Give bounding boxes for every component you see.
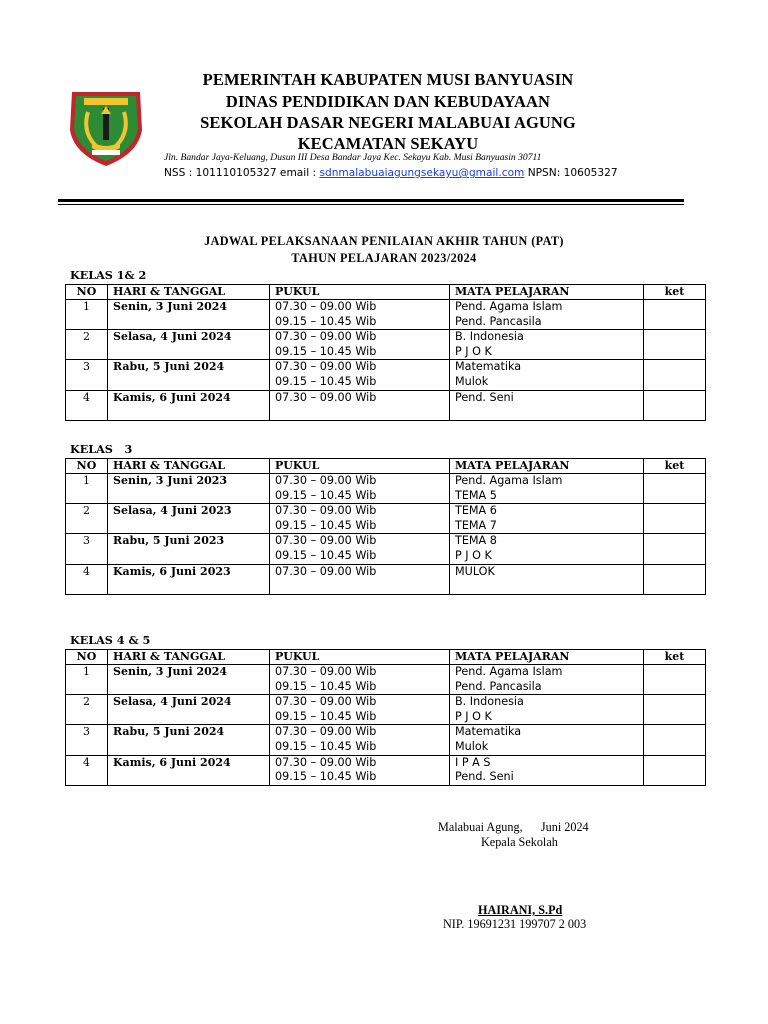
time-slot: 07.30 – 09.00 Wib: [275, 360, 377, 374]
letterhead-line-1: PEMERINTAH KABUPATEN MUSI BANYUASIN: [202, 70, 574, 89]
time-cell: [270, 755, 450, 785]
regency-emblem-logo: [62, 84, 150, 168]
time-cell: [270, 390, 450, 420]
time-slot: 07.30 – 09.00 Wib: [275, 330, 377, 344]
header-day: HARI & TANGGAL: [108, 285, 270, 300]
subject-name: P J O K: [455, 709, 492, 723]
subject-name: TEMA 8: [455, 534, 497, 548]
subject-name: P J O K: [455, 548, 492, 562]
time-cell: [270, 474, 450, 504]
time-slot: 07.30 – 09.00 Wib: [275, 300, 377, 313]
note-cell: [644, 665, 706, 695]
schedule-table: [65, 458, 706, 595]
document-title: JADWAL PELAKSANAAN PENILAIAN AKHIR TAHUN (PAT): [204, 234, 564, 248]
row-number: 3: [66, 725, 108, 755]
subject-cell: [450, 695, 644, 725]
subject-cell: [450, 534, 644, 564]
time-slot: 09.15 – 10.45 Wib: [275, 548, 377, 562]
time-cell: [270, 665, 450, 695]
table-row: [66, 564, 706, 594]
subject-cell: [450, 390, 644, 420]
note-cell: [644, 564, 706, 594]
subject-name: TEMA 5: [455, 488, 497, 502]
row-number: 2: [66, 695, 108, 725]
subject-name: Matematika: [455, 360, 522, 374]
subject-name: MULOK: [455, 564, 495, 578]
subject-cell: [450, 330, 644, 360]
time-cell: [270, 534, 450, 564]
time-slot: 09.15 – 10.45 Wib: [275, 770, 377, 784]
time-slot: 07.30 – 09.00 Wib: [275, 755, 377, 769]
time-cell: [270, 360, 450, 390]
subject-cell: [450, 504, 644, 534]
table-row: [66, 725, 706, 755]
table-row: [66, 755, 706, 785]
subject-name: Pend. Agama Islam: [455, 300, 563, 313]
day-date-cell: Rabu, 5 Juni 2023: [108, 534, 270, 564]
subject-name: Pend. Pancasila: [455, 679, 542, 693]
row-number: 4: [66, 564, 108, 594]
table-row: [66, 695, 706, 725]
row-number: 3: [66, 534, 108, 564]
subject-cell: [450, 725, 644, 755]
time-slot: 09.15 – 10.45 Wib: [275, 709, 377, 723]
letterhead-rule-thick: [58, 199, 684, 202]
school-contact: [164, 166, 634, 181]
class-label: KELAS 3: [70, 442, 133, 456]
row-number: 4: [66, 755, 108, 785]
subject-name: TEMA 6: [455, 504, 497, 518]
note-cell: [644, 695, 706, 725]
header-day: HARI & TANGGAL: [108, 459, 270, 474]
time-cell: [270, 725, 450, 755]
note-cell: [644, 534, 706, 564]
subject-cell: [450, 564, 644, 594]
email-link[interactable]: sdnmalabuaiagungsekayu@gmail.com: [319, 167, 525, 179]
header-no: NO: [66, 459, 108, 474]
subject-name: Pend. Seni: [455, 390, 514, 404]
note-cell: [644, 474, 706, 504]
table-row: [66, 390, 706, 420]
subject-name: B. Indonesia: [455, 330, 524, 344]
document-subtitle: TAHUN PELAJARAN 2023/2024: [291, 251, 477, 265]
time-slot: 09.15 – 10.45 Wib: [275, 374, 377, 388]
day-date-cell: Selasa, 4 Juni 2023: [108, 504, 270, 534]
day-date-cell: Rabu, 5 Juni 2024: [108, 360, 270, 390]
subject-name: [455, 405, 638, 420]
time-slot: 07.30 – 09.00 Wib: [275, 474, 377, 487]
header-subject: MATA PELAJARAN: [450, 650, 644, 665]
signature-nip: NIP. 19691231 199707 2 003: [443, 917, 587, 931]
time-slot: 09.15 – 10.45 Wib: [275, 488, 377, 502]
day-date-cell: Senin, 3 Juni 2024: [108, 300, 270, 330]
day-date-cell: Rabu, 5 Juni 2024: [108, 725, 270, 755]
header-no: NO: [66, 650, 108, 665]
time-cell: [270, 330, 450, 360]
signature-name: HAIRANI, S.Pd: [478, 903, 563, 917]
subject-name: Pend. Pancasila: [455, 314, 542, 328]
letterhead-line-2: DINAS PENDIDIKAN DAN KEBUDAYAAN: [225, 92, 551, 111]
subject-name: Mulok: [455, 374, 489, 388]
day-date-cell: Senin, 3 Juni 2023: [108, 474, 270, 504]
header-time: PUKUL: [270, 459, 450, 474]
time-cell: [270, 300, 450, 330]
subject-name: Pend. Seni: [455, 770, 514, 784]
subject-cell: [450, 474, 644, 504]
time-slot: 09.15 – 10.45 Wib: [275, 739, 377, 753]
table-row: [66, 474, 706, 504]
table-row: [66, 330, 706, 360]
time-slot: 09.15 – 10.45 Wib: [275, 679, 377, 693]
time-slot: 07.30 – 09.00 Wib: [275, 665, 377, 678]
subject-name: TEMA 7: [455, 518, 497, 532]
row-number: 4: [66, 390, 108, 420]
school-address: Jln. Bandar Jaya-Keluang, Dusun III Desa Bandar Jaya Kec. Sekayu Kab. Musi Banyuasin 30711: [164, 152, 542, 163]
header-note: ket: [644, 285, 706, 300]
note-cell: [644, 725, 706, 755]
day-date-cell: Kamis, 6 Juni 2024: [108, 390, 270, 420]
note-cell: [644, 300, 706, 330]
subject-cell: [450, 665, 644, 695]
schedule-table: [65, 649, 706, 786]
table-header-row: [66, 285, 706, 300]
letterhead-line-4: KECAMATAN SEKAYU: [297, 134, 479, 153]
subject-name: B. Indonesia: [455, 695, 524, 709]
class-label: KELAS 4 & 5: [70, 633, 151, 647]
subject-cell: [450, 360, 644, 390]
time-cell: [270, 695, 450, 725]
time-slot: 07.30 – 09.00 Wib: [275, 725, 377, 739]
table-row: [66, 360, 706, 390]
time-cell: [270, 564, 450, 594]
table-header-row: [66, 650, 706, 665]
row-number: 1: [66, 300, 108, 330]
subject-name: Pend. Agama Islam: [455, 474, 563, 487]
note-cell: [644, 360, 706, 390]
time-slot: [275, 579, 444, 594]
header-time: PUKUL: [270, 285, 450, 300]
npsn-label: NPSN: 10605327: [524, 167, 618, 179]
day-date-cell: Selasa, 4 Juni 2024: [108, 695, 270, 725]
signature-place-date: Malabuai Agung, Juni 2024: [438, 820, 589, 834]
time-slot: 09.15 – 10.45 Wib: [275, 344, 377, 358]
day-date-cell: Kamis, 6 Juni 2023: [108, 564, 270, 594]
letterhead-line-3: SEKOLAH DASAR NEGERI MALABUAI AGUNG: [200, 113, 576, 132]
subject-name: P J O K: [455, 344, 492, 358]
note-cell: [644, 390, 706, 420]
subject-name: Mulok: [455, 739, 489, 753]
header-time: PUKUL: [270, 650, 450, 665]
time-slot: 09.15 – 10.45 Wib: [275, 314, 377, 328]
table-header-row: [66, 459, 706, 474]
row-number: 2: [66, 330, 108, 360]
note-cell: [644, 755, 706, 785]
schedule-table: [65, 284, 706, 421]
header-note: ket: [644, 650, 706, 665]
day-date-cell: Selasa, 4 Juni 2024: [108, 330, 270, 360]
row-number: 2: [66, 504, 108, 534]
row-number: 1: [66, 474, 108, 504]
day-date-cell: Senin, 3 Juni 2024: [108, 665, 270, 695]
nss-label: NSS : 101110105327 email :: [164, 167, 320, 179]
table-row: [66, 300, 706, 330]
subject-name: I P A S: [455, 755, 491, 769]
day-date-cell: Kamis, 6 Juni 2024: [108, 755, 270, 785]
row-number: 1: [66, 665, 108, 695]
letterhead-rule-thin: [58, 204, 684, 205]
time-slot: 07.30 – 09.00 Wib: [275, 564, 377, 578]
table-row: [66, 534, 706, 564]
signature-position: Kepala Sekolah: [481, 835, 558, 849]
header-subject: MATA PELAJARAN: [450, 459, 644, 474]
header-no: NO: [66, 285, 108, 300]
note-cell: [644, 504, 706, 534]
subject-name: Pend. Agama Islam: [455, 665, 563, 678]
subject-name: Matematika: [455, 725, 522, 739]
time-slot: 07.30 – 09.00 Wib: [275, 695, 377, 709]
time-slot: 09.15 – 10.45 Wib: [275, 518, 377, 532]
time-cell: [270, 504, 450, 534]
time-slot: [275, 405, 444, 420]
subject-name: [455, 579, 638, 594]
table-row: [66, 504, 706, 534]
time-slot: 07.30 – 09.00 Wib: [275, 504, 377, 518]
class-label: KELAS 1& 2: [70, 268, 147, 282]
subject-cell: [450, 300, 644, 330]
time-slot: 07.30 – 09.00 Wib: [275, 534, 377, 548]
table-row: [66, 665, 706, 695]
row-number: 3: [66, 360, 108, 390]
header-subject: MATA PELAJARAN: [450, 285, 644, 300]
time-slot: 07.30 – 09.00 Wib: [275, 390, 377, 404]
header-note: ket: [644, 459, 706, 474]
note-cell: [644, 330, 706, 360]
subject-cell: [450, 755, 644, 785]
header-day: HARI & TANGGAL: [108, 650, 270, 665]
